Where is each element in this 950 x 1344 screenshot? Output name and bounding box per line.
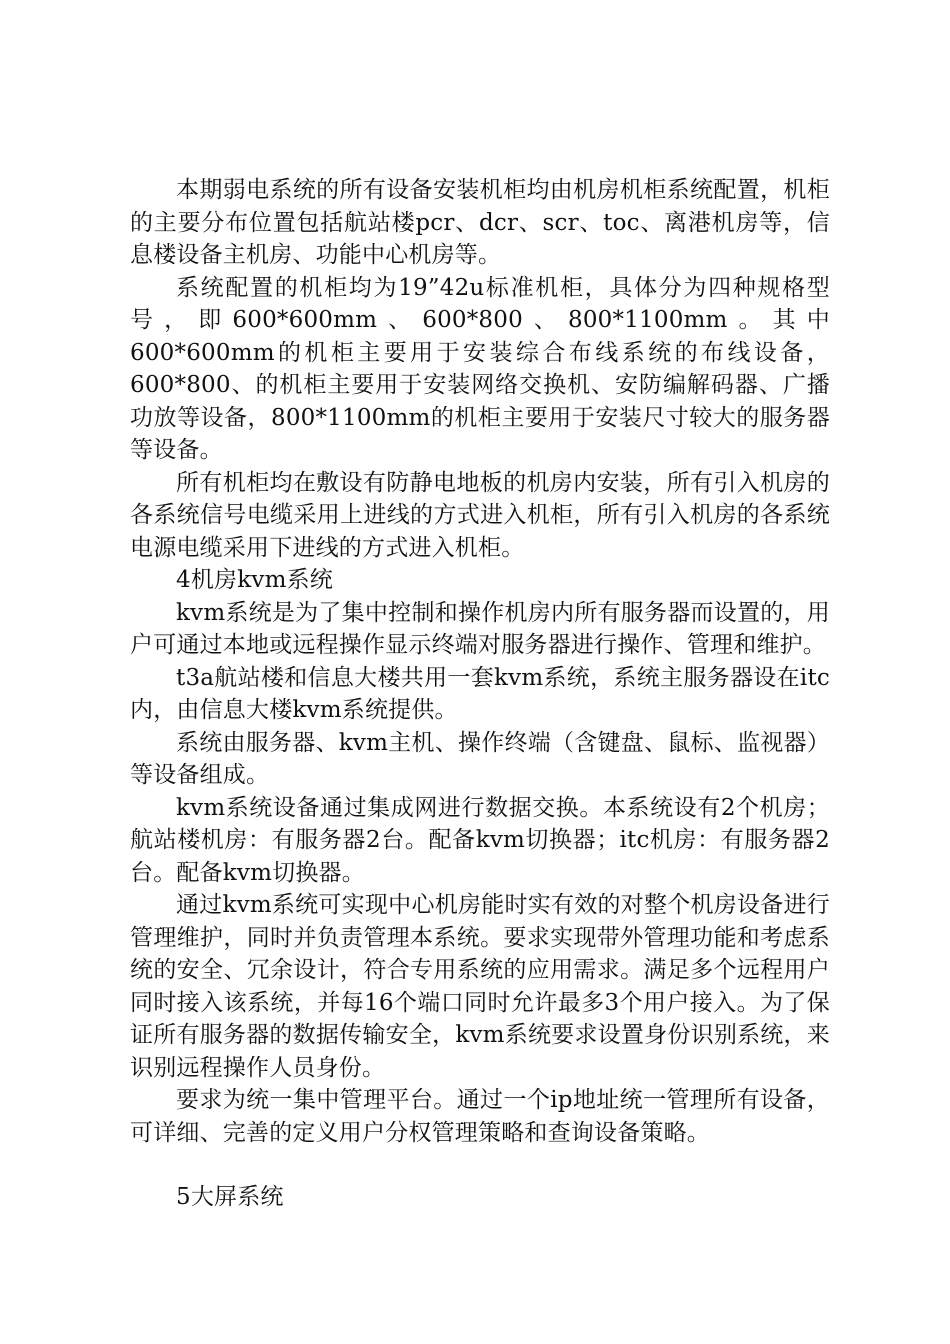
paragraph-cabinet-specs: 系统配置的机柜均为19”42u标准机柜，具体分为四种规格型号，即600*600mm、600*800、800*1100mm。其中600*600mm的机柜主要用于安装综合布线系统的布线设备，600*800、的机柜主要用于安装网络交换机、安防编解码器、广播功放等设备，800*1100mm的机柜主要用于安装尺寸较大的服务器等设备。 bbox=[130, 274, 830, 463]
document-body bbox=[130, 174, 830, 1214]
paragraph-kvm-data-exchange: kvm系统设备通过集成网进行数据交换。本系统设有2个机房；航站楼机房：有服务器2台。配备kvm切换器；itc机房：有服务器2台。配备kvm切换器。 bbox=[130, 794, 830, 886]
paragraph-cabinet-installation: 所有机柜均在敷设有防静电地板的机房内安装，所有引入机房的各系统信号电缆采用上进线的方式进入机柜，所有引入机房的各系统电源电缆采用下进线的方式进入机柜。 bbox=[130, 469, 830, 561]
paragraph-kvm-platform: 要求为统一集中管理平台。通过一个ip地址统一管理所有设备，可详细、完善的定义用户分权管理策略和查询设备策略。 bbox=[130, 1087, 830, 1146]
paragraph-kvm-shared: t3a航站楼和信息大楼共用一套kvm系统，系统主服务器设在itc内，由信息大楼kvm系统提供。 bbox=[130, 664, 830, 723]
paragraph-kvm-purpose: kvm系统是为了集中控制和操作机房内所有服务器而设置的，用户可通过本地或远程操作显示终端对服务器进行操作、管理和维护。 bbox=[130, 599, 830, 658]
section-heading-kvm: 4机房kvm系统 bbox=[176, 567, 333, 593]
section-heading-large-screen: 5大屏系统 bbox=[176, 1184, 284, 1210]
paragraph-cabinet-overview: 本期弱电系统的所有设备安装机柜均由机房机柜系统配置，机柜的主要分布位置包括航站楼pcr、dcr、scr、toc、离港机房等，信息楼设备主机房、功能中心机房等。 bbox=[130, 177, 830, 268]
section-spacer bbox=[130, 1149, 830, 1181]
paragraph-kvm-components: 系统由服务器、kvm主机、操作终端（含键盘、鼠标、监视器）等设备组成。 bbox=[130, 729, 830, 788]
paragraph-kvm-requirements: 通过kvm系统可实现中心机房能时实有效的对整个机房设备进行管理维护，同时并负责管理本系统。要求实现带外管理功能和考虑系统的安全、冗余设计，符合专用系统的应用需求。满足多个远程用户同时接入该系统，并每16个端口同时允许最多3个用户接入。为了保证所有服务器的数据传输安全，kvm系统要求设置身份识别系统，来识别远程操作人员身份。 bbox=[130, 892, 830, 1081]
